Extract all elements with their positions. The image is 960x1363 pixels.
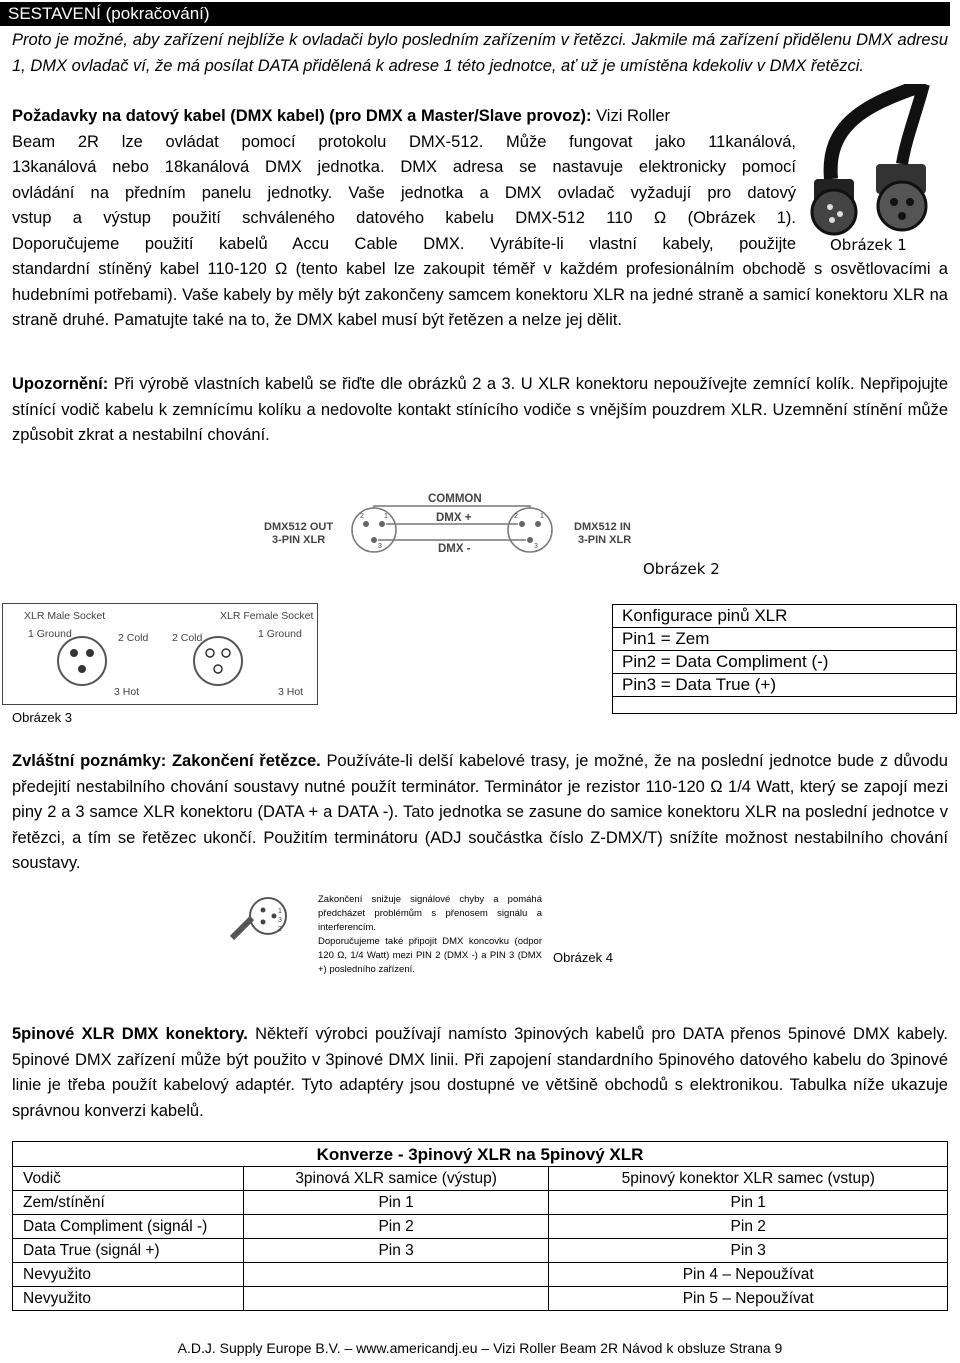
female-ground-label: 1 Ground xyxy=(258,628,302,640)
pin-config-row: Pin3 = Data True (+) xyxy=(613,674,957,697)
left-pin-3: 3 xyxy=(378,543,382,550)
figure-4-caption: Obrázek 4 xyxy=(553,950,613,965)
dmx-out-sub: 3-PIN XLR xyxy=(272,534,326,546)
table-row xyxy=(13,1191,948,1215)
male-cold-label: 2 Cold xyxy=(118,632,149,644)
dmx-minus-label: DMX - xyxy=(438,543,471,555)
cable-req-line-5: Doporučujeme použití kabelů Accu Cable DMX. Vyrábíte-li vlastní kabely, použijte xyxy=(12,234,796,253)
five-pin-label: 5pinové XLR DMX konektory. xyxy=(12,1025,248,1043)
dmx-wiring-diagram xyxy=(262,488,642,558)
xlr-socket-diagram xyxy=(2,603,318,705)
table-cell: Zem/stínění xyxy=(13,1191,244,1215)
special-notes-paragraph xyxy=(12,749,948,877)
special-notes-text: Používáte-li delší kabelové trasy, je možné, že na poslední jednotce bude z důvodu předejití nestabilního chování soustavy nutné použít terminátor. Terminátor je rezistor 110-120 Ω 1/4 Watt, který se zapojí mezi piny 2 a 3 samce XLR konektoru (DATA + a DATA -). Tato jednotka se zasune do samice konektoru XLR na poslední jednotce v řetězci, a tím se řetězec ukončí. Použitím terminátoru (ADJ součástka číslo Z-DMX/T) snížíte možnost nestabilního chování soustavy. xyxy=(12,752,948,872)
cable-requirements xyxy=(12,104,796,257)
table-cell: Data Compliment (signál -) xyxy=(13,1215,244,1239)
five-pin-text: Někteří výrobci používají namísto 3pinových kabelů pro DATA přenos 5pinové DMX kabely. 5pinové DMX zařízení může být použito v 3pinové DMX linii. Při zapojení standardního 5pinového datového kabelu do 3pinové linie je třeba použít kabelový adaptér. Tyto adaptéry jsou dostupné ve většině obchodů s elektronikou. Tabulka níže ukazuje správnou konverzi kabelů. xyxy=(12,1025,948,1120)
terminator-note-1: Zakončení snižuje signálové chyby a pomáhá předcházet problémům s přenosem signálu a interferencím. xyxy=(318,894,542,933)
female-cold-label: 2 Cold xyxy=(172,632,203,644)
figure-1-caption: Obrázek 1 xyxy=(830,236,907,254)
cable-req-line-1: Beam 2R lze ovládat pomocí protokolu DMX-512. Může fungovat jako 11kanálová, xyxy=(12,132,796,151)
table-cell: Nevyužito xyxy=(13,1287,244,1311)
table-header-cell: 5pinový konektor XLR samec (vstup) xyxy=(549,1167,948,1191)
pin-config-table xyxy=(612,604,957,714)
dmx-in-label: DMX512 IN xyxy=(574,521,631,533)
right-pin-3: 3 xyxy=(534,543,538,550)
cable-req-rest: standardní stíněný kabel 110-120 Ω (tento kabel lze zakoupit téměř v každém profesionálním obchodě s osvětlovacími a hudebními potřebami). Vaše kabely by měly být zakončeny samcem konektoru XLR na jedné straně a samicí konektoru XLR na straně druhé. Pamatujte také na to, že DMX kabel musí být řetězen a nelze jej dělit. xyxy=(12,260,948,329)
terminator-drawing xyxy=(228,894,294,950)
warning-label: Upozornění: xyxy=(12,375,109,393)
table-header-cell: 3pinová XLR samice (výstup) xyxy=(243,1167,549,1191)
warning-paragraph xyxy=(12,372,948,449)
xlr-cable-photo xyxy=(806,84,956,236)
cable-req-line-0: Vizi Roller xyxy=(591,107,671,125)
cable-req-line-4: vstup a výstup použití schváleného datového kabelu DMX-512 110 Ω (Obrázek 1). xyxy=(12,209,796,227)
intro-paragraph: Proto je možné, aby zařízení nejblíže k ovladači bylo posledním zařízením v řetězci. Jakmile má zařízení přidělenu DMX adresu 1, DMX ovladač ví, že má posílat DATA přidělená k adrese 1 této jednotce, ať už je umístěna kdekoliv v DMX řetězci. xyxy=(12,31,948,75)
table-row xyxy=(13,1239,948,1263)
pin-config-title: Konfigurace pinů XLR xyxy=(613,605,957,628)
five-pin-paragraph xyxy=(12,1022,948,1124)
term-pin-1: 1 xyxy=(278,908,282,915)
figure-2-caption: Obrázek 2 xyxy=(643,560,720,578)
table-cell xyxy=(243,1263,549,1287)
table-cell: Pin 5 – Nepoužívat xyxy=(549,1287,948,1311)
table-cell: Pin 2 xyxy=(549,1215,948,1239)
left-pin-2: 2 xyxy=(360,513,364,520)
dmx-in-sub: 3-PIN XLR xyxy=(578,534,632,546)
section-header: SESTAVENÍ (pokračování) xyxy=(0,2,950,26)
table-row xyxy=(13,1287,948,1311)
dmx-plus-label: DMX + xyxy=(436,512,472,524)
pin-config-empty-row xyxy=(613,697,957,714)
pin-config-row: Pin1 = Zem xyxy=(613,628,957,651)
table-cell: Pin 2 xyxy=(243,1215,549,1239)
page-footer: A.D.J. Supply Europe B.V. – www.americandj.eu – Vizi Roller Beam 2R Návod k obsluze Strana 9 xyxy=(177,1340,783,1356)
table-cell: Pin 3 xyxy=(549,1239,948,1263)
term-pin-3: 3 xyxy=(278,917,282,924)
male-socket-title: XLR Male Socket xyxy=(24,610,106,622)
table-cell: Pin 1 xyxy=(243,1191,549,1215)
cable-req-heading: Požadavky na datový kabel (DMX kabel) (pro DMX a Master/Slave provoz): xyxy=(12,107,592,125)
figure-3-caption: Obrázek 3 xyxy=(12,710,72,725)
conversion-title: Konverze - 3pinový XLR na 5pinový XLR xyxy=(13,1142,948,1167)
right-pin-1: 1 xyxy=(540,513,544,520)
common-label: COMMON xyxy=(428,493,482,505)
table-cell: Nevyužito xyxy=(13,1263,244,1287)
table-cell: Pin 1 xyxy=(549,1191,948,1215)
table-row xyxy=(13,1263,948,1287)
table-row xyxy=(13,1167,948,1191)
table-header-cell: Vodič xyxy=(13,1167,244,1191)
table-cell: Data True (signál +) xyxy=(13,1239,244,1263)
table-cell: Pin 3 xyxy=(243,1239,549,1263)
right-pin-2: 2 xyxy=(514,513,518,520)
warning-text: Při výrobě vlastních kabelů se řiďte dle obrázků 2 a 3. U XLR konektoru nepoužívejte zemnící kolík. Nepřipojujte stínící vodič kabelu k zemnícímu kolíku a nedovolte kontakt stínícího vodiče s vnějším pouzdrem XLR. Uzemnění stínění může způsobit zkrat a nestabilní chování. xyxy=(12,375,948,444)
terminator-note-2: Doporučujeme také připojit DMX koncovku (odpor 120 Ω, 1/4 Watt) mezi PIN 2 (DMX -) a PIN 3 (DMX +) posledního zařízení. xyxy=(318,936,542,975)
conversion-table xyxy=(12,1141,948,1311)
female-socket-title: XLR Female Socket xyxy=(220,610,314,622)
cable-req-line-3: ovládání na předním panelu jednotky. Vaše jednotka a DMX ovladač vyžadují pro datový xyxy=(12,183,796,202)
terminator-note xyxy=(318,893,542,977)
female-hot-label: 3 Hot xyxy=(278,686,304,698)
male-ground-label: 1 Ground xyxy=(28,628,72,640)
male-hot-label: 3 Hot xyxy=(114,686,140,698)
table-cell: Pin 4 – Nepoužívat xyxy=(549,1263,948,1287)
left-pin-1: 1 xyxy=(384,513,388,520)
term-pin-2: 2 xyxy=(278,926,282,933)
table-row xyxy=(13,1215,948,1239)
cable-req-line-2: 13kanálová nebo 18kanálová DMX jednotka. DMX adresa se nastavuje elektronicky pomocí xyxy=(12,158,796,176)
pin-config-row: Pin2 = Data Compliment (-) xyxy=(613,651,957,674)
dmx-out-label: DMX512 OUT xyxy=(264,521,334,533)
special-notes-label: Zvláštní poznámky: Zakončení řetězce. xyxy=(12,752,321,770)
table-cell xyxy=(243,1287,549,1311)
